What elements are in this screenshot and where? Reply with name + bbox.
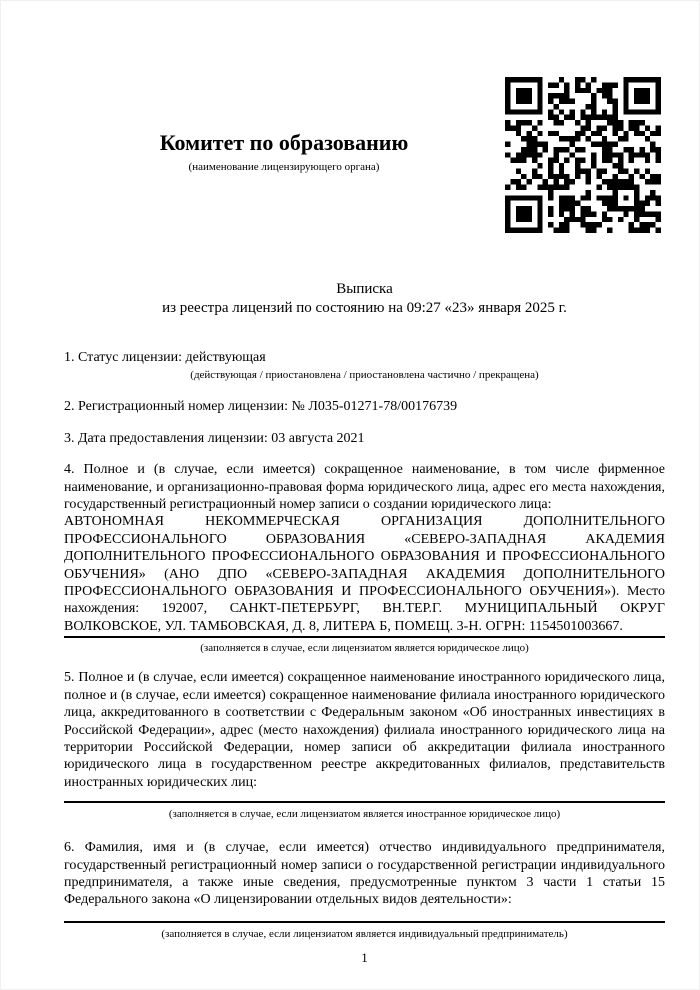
extract-title-line1: Выписка (336, 281, 393, 297)
field-grant-date: 3. Дата предоставления лицензии: 03 августа 2021 (64, 430, 365, 446)
foreign-entity-fill-rule (64, 801, 665, 803)
legal-entity-fill-caption: (заполняется в случае, если лицензиатом является юридическое лицо) (200, 642, 529, 655)
extract-title (64, 280, 665, 317)
individual-fill-caption: (заполняется в случае, если лицензиатом является индивидуальный предприниматель) (161, 927, 568, 940)
field-legal-entity-value: АВТОНОМНАЯ НЕКОММЕРЧЕСКАЯ ОРГАНИЗАЦИЯ ДОПОЛНИТЕЛЬНОГО ПРОФЕССИОНАЛЬНОГО ОБРАЗОВАНИЯ «СЕВЕРО-ЗАПАДНАЯ АКАДЕМИЯ ДОПОЛНИТЕЛЬНОГО ПРОФЕССИОНАЛЬНОГО ОБРАЗОВАНИЯ И ПРОФЕССИОНАЛЬНОГО ОБУЧЕНИЯ» (АНО ДПО «СЕВЕРО-ЗАПАДНАЯ АКАДЕМИЯ ДОПОЛНИТЕЛЬНОГО ПРОФЕССИОНАЛЬНОГО ОБРАЗОВАНИЯ И ПРОФЕССИОНАЛЬНОГО ОБУЧЕНИЯ»). Место нахождения: 192007, САНКТ-ПЕТЕРБУРГ, ВН.ТЕР.Г. МУНИЦИПАЛЬНЫЙ ОКРУГ ВОЛКОВСКОЕ, УЛ. ТАМБОВСКАЯ, Д. 8, ЛИТЕРА Б, ПОМЕЩ. 3-Н. ОГРН: 1154501003667. (64, 514, 665, 634)
licensing-authority-block (64, 1, 504, 174)
field-license-status-caption: (действующая / приостановлена / приостановлена частично / прекращена) (190, 369, 539, 382)
page-number: 1 (361, 949, 368, 965)
field-registration-number: 2. Регистрационный номер лицензии: № Л035-01271-78/00176739 (64, 399, 458, 415)
foreign-entity-fill-caption: (заполняется в случае, если лицензиатом является иностранное юридическое лицо) (168, 808, 561, 821)
legal-entity-fill-rule (64, 636, 665, 638)
individual-fill-rule (64, 921, 665, 923)
qr-code-icon (505, 77, 661, 233)
extract-title-line2: из реестра лицензий по состоянию на 09:27 «23» января 2025 г. (162, 299, 567, 316)
field-foreign-entity-text: 5. Полное и (в случае, если имеется) сокращенное наименование иностранного юридического лица, полное и (в случае, если имеется) сокращенное наименование филиала иностранного юридического лица, аккредитованного в соответствии с Федеральным законом «Об иностранных инвестициях в Российской Федерации», адрес (место нахождения) филиала иностранного юридического лица на территории Российской Федерации, номер записи об аккредитации филиала иностранного юридического лица в государственном реестре аккредитованных филиалов, представительств иностранных юридических лиц: (64, 670, 665, 790)
field-individual-text: 6. Фамилия, имя и (в случае, если имеется) отчество индивидуального предпринимателя, государственный регистрационный номер записи о государственной регистрации индивидуального предпринимателя, а также иные сведения, предусмотренные пунктом 3 части 1 статьи 15 Федерального закона «О лицензировании отдельных видов деятельности»: (64, 840, 665, 908)
field-legal-entity-intro: 4. Полное и (в случае, если имеется) сокращенное наименование, в том числе фирменное наименование, и организационно-правовая форма юридического лица, адрес его места нахождения, государственный регистрационный номер записи о создании юридического лица: (64, 462, 665, 513)
field-license-status: 1. Статус лицензии: действующая (64, 350, 266, 365)
licensing-authority-name: Комитет по образованию (159, 130, 409, 155)
licensing-authority-caption: (наименование лицензирующего органа) (188, 161, 380, 173)
